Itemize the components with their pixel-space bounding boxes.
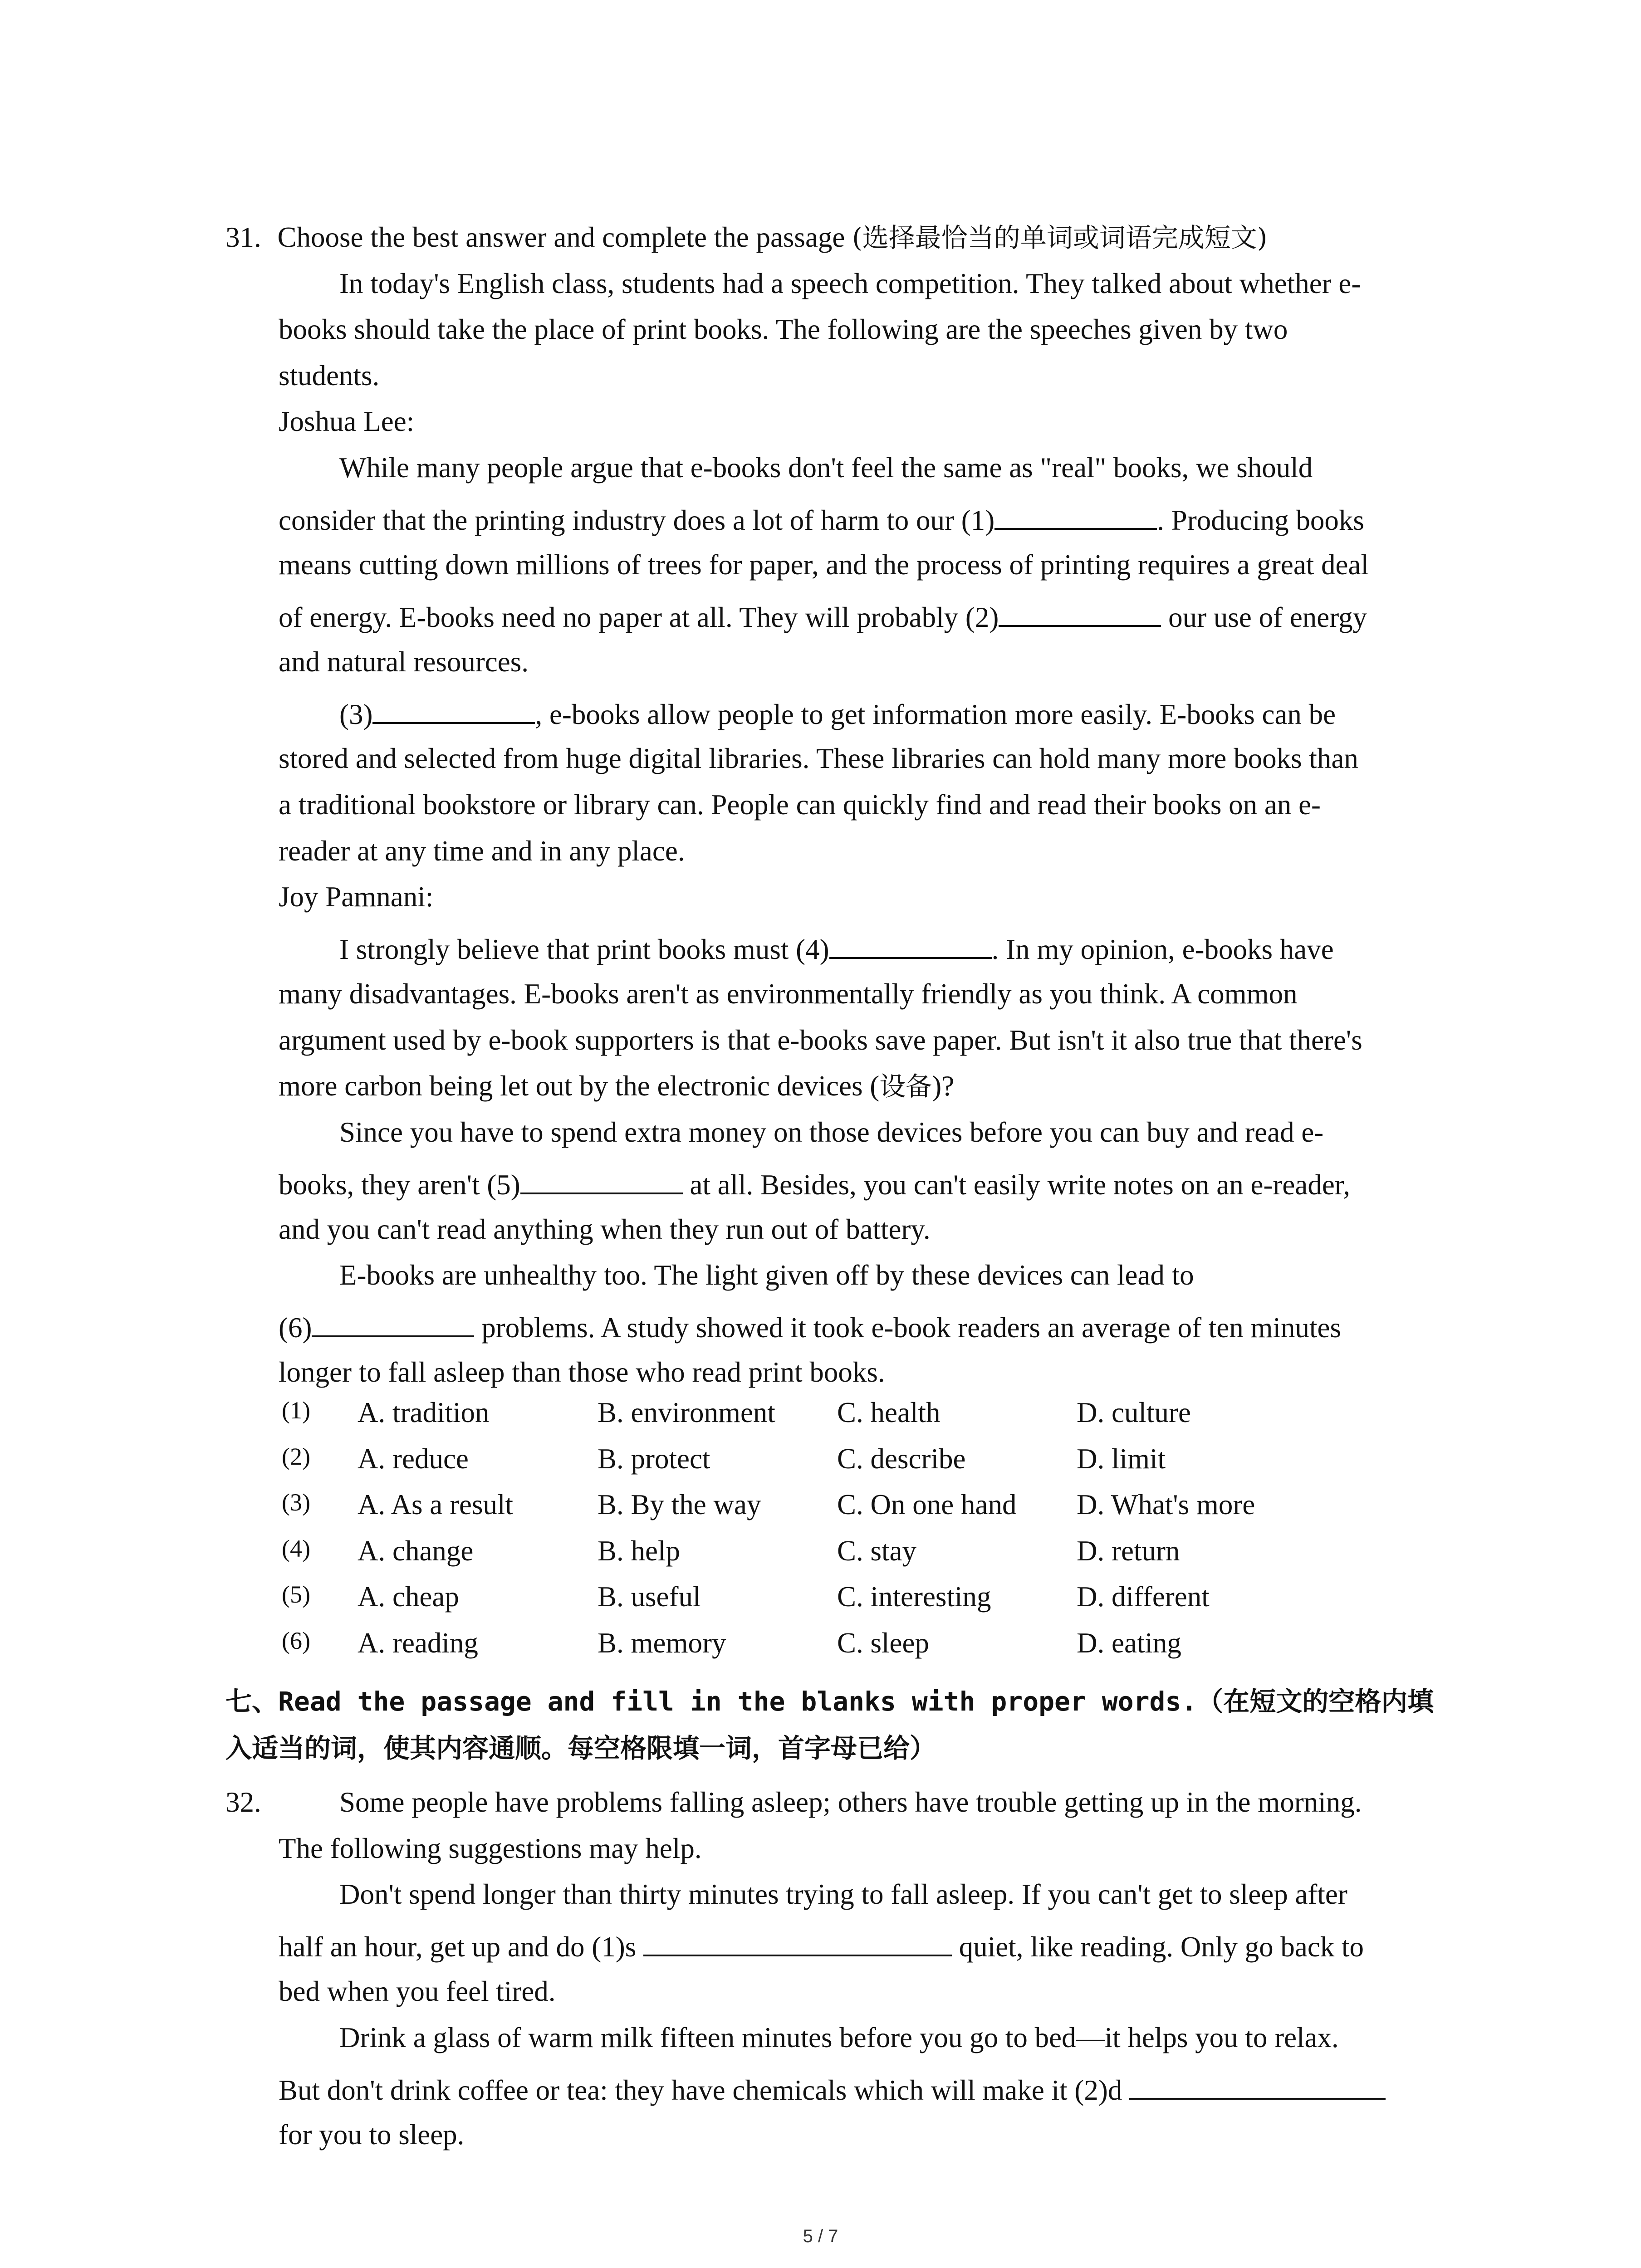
passage-line: many disadvantages. E-books aren't as environmentally friendly as you think. A common [279,978,1298,1010]
passage-line: Some people have problems falling asleep; others have trouble getting up in the morning. [339,1786,1362,1818]
passage-line: Don't spend longer than thirty minutes trying to fall asleep. If you can't get to sleep after [339,1878,1347,1910]
passage-line: While many people argue that e-books don't feel the same as "real" books, we should [339,452,1313,484]
section-heading: 入适当的词，使其内容通顺。每空格限填一词，首字母已给） [225,1733,936,1764]
passage-text: consider that the printing industry does a lot of harm to our (1) [279,504,995,536]
blank-q32-1[interactable] [643,1931,952,1956]
option-c[interactable]: C. interesting [837,1581,991,1613]
passage-line: E-books are unhealthy too. The light given off by these devices can lead to [339,1259,1194,1291]
passage-line: longer to fall asleep than those who read print books. [279,1356,885,1388]
passage-text: at all. Besides, you can't easily write notes on an e-reader, [682,1169,1351,1201]
option-c[interactable]: C. health [837,1397,941,1428]
passage-text: I strongly believe that print books must (4) [339,934,829,965]
passage-line: reader at any time and in any place. [279,835,685,867]
option-b[interactable]: B. environment [598,1397,775,1428]
question-number: 31. [225,221,261,253]
passage-line: and natural resources. [279,646,529,678]
option-d[interactable]: D. different [1077,1581,1210,1613]
option-d[interactable]: D. limit [1077,1443,1166,1475]
passage-text: more carbon being let out by the electronic devices ( [279,1070,880,1102]
passage-line: Since you have to spend extra money on those devices before you can buy and read e- [339,1116,1324,1148]
question-number: 32. [225,1786,261,1818]
passage-line: The following suggestions may help. [279,1833,702,1864]
passage-line [339,934,1334,964]
option-a[interactable]: A. reduce [358,1443,469,1475]
option-a[interactable]: A. As a result [358,1489,513,1520]
passage-text: )? [932,1070,955,1102]
passage-line: argument used by e-book supporters is that e-books save paper. But isn't it also true that there's [279,1024,1362,1056]
blank-1[interactable] [994,504,1157,530]
option-a[interactable]: A. cheap [358,1581,459,1613]
blank-q32-2[interactable] [1129,2074,1386,2100]
passage-text: our use of energy [1161,601,1367,633]
intro-line: students. [279,360,380,391]
option-c[interactable]: C. stay [837,1535,917,1567]
passage-line [279,601,1367,632]
question-instruction: Choose the best answer and complete the passage [277,221,845,253]
blank-2[interactable] [999,601,1161,627]
option-number: (5) [282,1581,310,1608]
passage-text-cn: 设备 [879,1071,932,1102]
option-d[interactable]: D. eating [1077,1627,1181,1659]
page-number: 5 / 7 [803,2226,838,2246]
passage-line [279,504,1364,535]
option-b[interactable]: B. useful [598,1581,701,1613]
passage-line: means cutting down millions of trees for paper, and the process of printing requires a great deal [279,549,1369,581]
blank-6[interactable] [312,1312,474,1337]
passage-text: of energy. E-books need no paper at all. They will probably (2) [279,601,999,633]
passage-line [279,1312,1341,1342]
option-number: (4) [282,1535,310,1562]
option-c[interactable]: C. sleep [837,1627,929,1659]
option-a[interactable]: A. tradition [358,1397,490,1428]
question-instruction-cn: (选择最恰当的单词或词语完成短文) [852,222,1268,253]
passage-line [339,699,1336,729]
blank-5[interactable] [520,1169,683,1194]
passage-text: problems. A study showed it took e-book readers an average of ten minutes [474,1312,1342,1344]
passage-text: But don't drink coffee or tea: they have chemicals which will make it (2)d [279,2074,1130,2106]
passage-text: books, they aren't (5) [279,1169,520,1201]
passage-text: half an hour, get up and do (1)s [279,1931,644,1963]
option-c[interactable]: C. On one hand [837,1489,1017,1520]
option-a[interactable]: A. reading [358,1627,478,1659]
blank-4[interactable] [829,934,992,959]
option-number: (6) [282,1627,310,1654]
speaker-name: Joy Pamnani: [279,881,434,913]
option-c[interactable]: C. describe [837,1443,966,1475]
option-b[interactable]: B. protect [598,1443,710,1475]
section-heading: 七、Read the passage and fill in the blanks with proper words.（在短文的空格内填 [225,1686,1434,1717]
passage-text: , e-books allow people to get information more easily. E-books can be [535,699,1336,730]
option-b[interactable]: B. memory [598,1627,726,1659]
option-d[interactable]: D. return [1077,1535,1180,1567]
passage-text: . Producing books [1157,504,1364,536]
question-31-header [225,223,1267,252]
option-d[interactable]: D. What's more [1077,1489,1255,1520]
option-number: (1) [282,1397,310,1424]
passage-line: bed when you feel tired. [279,1975,556,2007]
passage-line [279,1931,1364,1961]
passage-line: stored and selected from huge digital libraries. These libraries can hold many more books than [279,743,1358,774]
intro-line: books should take the place of print books. The following are the speeches given by two [279,313,1288,345]
speaker-name: Joshua Lee: [279,406,415,437]
option-number: (3) [282,1489,310,1516]
passage-line: and you can't read anything when they run out of battery. [279,1213,931,1245]
blank-3[interactable] [372,699,535,724]
intro-line: In today's English class, students had a speech competition. They talked about whether e- [339,268,1361,299]
passage-line [279,1072,954,1100]
option-b[interactable]: B. help [598,1535,680,1567]
option-number: (2) [282,1443,310,1470]
passage-line: for you to sleep. [279,2119,465,2151]
passage-line: Drink a glass of warm milk fifteen minutes before you go to bed—it helps you to relax. [339,2022,1339,2053]
option-b[interactable]: B. By the way [598,1489,761,1520]
passage-line: a traditional bookstore or library can. People can quickly find and read their books on an e- [279,789,1321,821]
passage-text: quiet, like reading. Only go back to [952,1931,1364,1963]
option-d[interactable]: D. culture [1077,1397,1191,1428]
passage-text: (6) [279,1312,312,1344]
passage-line [279,1169,1350,1199]
passage-line [279,2074,1386,2105]
passage-text: . In my opinion, e-books have [991,934,1334,965]
passage-text: (3) [339,699,373,730]
option-a[interactable]: A. change [358,1535,474,1567]
